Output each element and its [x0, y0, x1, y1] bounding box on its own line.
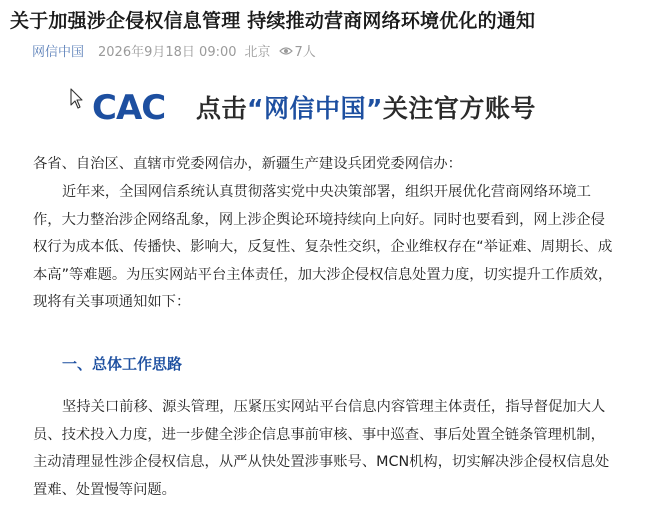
article-meta [32, 41, 316, 60]
paragraph-line: 近年来，全国网信系统认真贯彻落实党中央决策部署，组织开展优化营商网络环境工 [62, 184, 591, 200]
paragraph-line: 权行为成本低、传播快、影响大，反复性、复杂性交织，企业维权存在“举证难、周期长、成 [33, 239, 613, 255]
article-title: 关于加强涉企侵权信息管理 持续推动营商网络环境优化的通知 [10, 10, 536, 32]
source-link[interactable]: 网信中国 [32, 45, 85, 60]
cac-logo [92, 84, 182, 130]
follow-banner[interactable] [92, 82, 632, 132]
paragraph-line: 置难、处置慢等问题。 [33, 481, 176, 498]
banner-prefix: 点击 [196, 94, 248, 123]
salutation: 各省、自治区、直辖市党委网信办，新疆生产建设兵团党委网信办： [33, 156, 462, 172]
view-count-label: 7人 [294, 45, 316, 60]
cac-logo-text: CAC [92, 88, 166, 128]
paragraph-line: 现将有关事项通知如下： [33, 294, 191, 310]
paragraph-line: 坚持关口前移、源头管理，压紧压实网站平台信息内容管理主体责任，指导督促加大人 [62, 399, 606, 415]
intro-paragraph [33, 179, 645, 317]
follow-banner-text [196, 89, 536, 125]
section-heading: 一、总体工作思路 [62, 355, 183, 373]
eye-icon [279, 46, 293, 56]
mouse-cursor-icon [70, 88, 84, 110]
banner-highlight: “网信中国” [247, 94, 383, 123]
paragraph-line: 主动清理显性涉企侵权信息，从严从快处置涉事账号、MCN机构，切实解决涉企侵权信息处 [33, 454, 610, 470]
section-paragraph [33, 394, 645, 504]
paragraph-line: 本高”等难题。为压实网站平台主体责任，加大涉企侵权信息处置力度，切实提升工作质效， [33, 266, 613, 283]
view-count [279, 41, 316, 60]
publish-datetime: 2026年9月18日 09:00 [98, 45, 237, 60]
banner-suffix: 关注官方账号 [382, 94, 536, 123]
paragraph-line: 员、技术投入力度，进一步健全涉企信息事前审核、事中巡查、事后处置全链条管理机制， [33, 426, 605, 443]
paragraph-line: 作，大力整治涉企网络乱象，网上涉企舆论环境持续向上向好。同时也要看到，网上涉企侵 [33, 211, 605, 228]
publish-location: 北京 [244, 45, 271, 60]
